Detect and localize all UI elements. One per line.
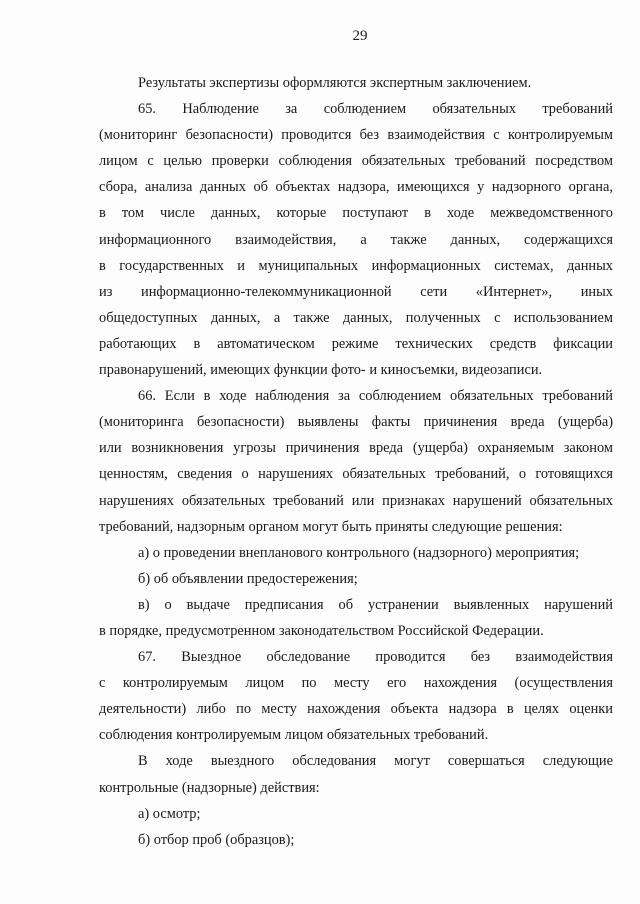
text-line: соблюдения контролируемым лицом обязательных требований. bbox=[99, 727, 489, 744]
text-line: общедоступных данных, а также данных, полученных с использованием bbox=[99, 309, 613, 326]
text-line: лицом с целью проверки соблюдения обязательных требований посредством bbox=[99, 153, 613, 170]
text-line: В ходе выездного обследования могут совершаться следующие bbox=[138, 753, 613, 770]
text-line: 65. Наблюдение за соблюдением обязательных требований bbox=[138, 101, 613, 118]
text-line: правонарушений, имеющих функции фото- и киносъемки, видеозаписи. bbox=[99, 362, 543, 379]
text-line: а) осмотр; bbox=[138, 805, 201, 822]
text-line: б) отбор проб (образцов); bbox=[138, 831, 295, 848]
text-line: требований, надзорным органом могут быть приняты следующие решения: bbox=[99, 518, 563, 535]
text-line: (мониторинг безопасности) проводится без взаимодействия с контролируемым bbox=[99, 127, 613, 144]
text-line: работающих в автоматическом режиме технических средств фиксации bbox=[99, 335, 613, 352]
page-number: 29 bbox=[352, 28, 368, 44]
text-line: 66. Если в ходе наблюдения за соблюдением обязательных требований bbox=[138, 388, 613, 405]
text-line: контрольные (надзорные) действия: bbox=[99, 779, 320, 796]
text-line: Результаты экспертизы оформляются экспертным заключением. bbox=[138, 75, 532, 91]
text-line: из информационно-телекоммуникационной сети «Интернет», иных bbox=[99, 283, 613, 300]
text-line: в порядке, предусмотренном законодательством Российской Федерации. bbox=[99, 622, 544, 639]
text-line: информационного взаимодействия, а также данных, содержащихся bbox=[99, 231, 613, 248]
text-line: с контролируемым лицом по месту его нахождения (осуществления bbox=[99, 675, 613, 692]
text-line: деятельности) либо по месту нахождения объекта надзора в целях оценки bbox=[99, 701, 613, 718]
text-line: сбора, анализа данных об объектах надзора, имеющихся у надзорного органа, bbox=[99, 179, 613, 196]
text-line: (мониторинга безопасности) выявлены факты причинения вреда (ущерба) bbox=[99, 414, 613, 431]
text-line: 67. Выездное обследование проводится без взаимодействия bbox=[138, 649, 613, 666]
text-line: б) об объявлении предостережения; bbox=[138, 570, 358, 587]
text-line: в государственных и муниципальных информационных системах, данных bbox=[99, 257, 613, 274]
text-line: ценностям, сведения о нарушениях обязательных требований, о готовящихся bbox=[99, 466, 613, 483]
text-line: или возникновения угрозы причинения вреда (ущерба) охраняемым законом bbox=[99, 440, 613, 457]
text-line: а) о проведении внепланового контрольного (надзорного) мероприятия; bbox=[138, 544, 580, 561]
text-line: нарушениях обязательных требований или признаках нарушений обязательных bbox=[99, 492, 613, 509]
document-body bbox=[99, 70, 613, 853]
text-line: в) о выдаче предписания об устранении выявленных нарушений bbox=[138, 596, 613, 613]
text-line: в том числе данных, которые поступают в ходе межведомственного bbox=[99, 205, 613, 222]
